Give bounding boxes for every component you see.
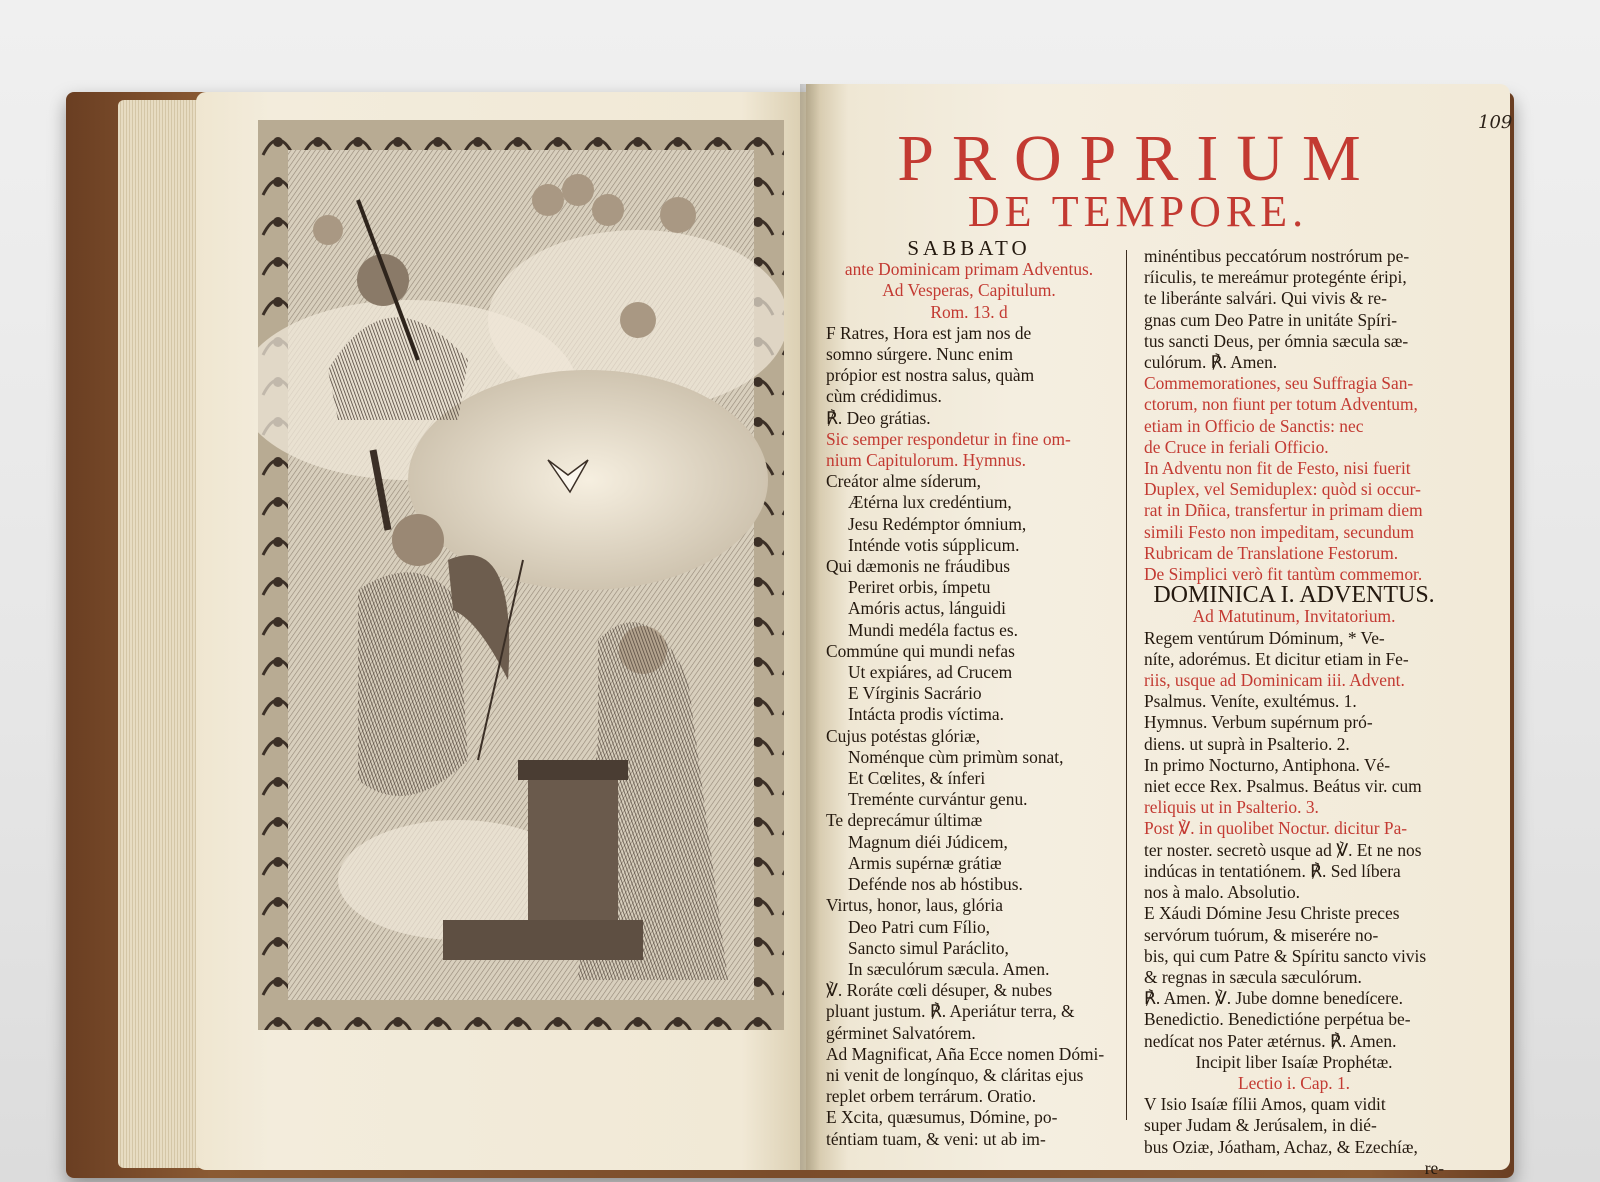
text-line: Sancto simul Paráclito, [848, 937, 1009, 958]
text-line: rat in Dñica, transfertur in primam diem [1144, 500, 1423, 521]
text-line: nium Capitulorum. Hymnus. [826, 450, 1026, 471]
text-line: ℣. Roráte cœli désuper, & nubes [826, 980, 1053, 1001]
text-line: Magnum diéi Júdicem, [848, 831, 1008, 852]
text-line: cùm crédidimus. [826, 386, 942, 407]
text-line: Jesu Redémptor ómnium, [848, 513, 1027, 534]
text-line: Post ℣. in quolibet Noctur. dicitur Pa- [1144, 818, 1408, 839]
text-line: etiam in Officio de Sanctis: nec [1144, 415, 1364, 436]
text-line: niet ecce Rex. Psalmus. Beátus vir. cum [1144, 776, 1422, 797]
text-line: Periret orbis, ímpetu [848, 577, 991, 598]
text-line: gérminet Salvatórem. [826, 1022, 976, 1043]
text-line: E Vírginis Sacrário [848, 683, 982, 704]
text-line: ni venit de longínquo, & cláritas ejus [826, 1064, 1084, 1085]
text-line: ríiculis, te mereámur protegénte éripi, [1144, 267, 1407, 288]
text-column-right [1144, 246, 1444, 1179]
text-line: E Xáudi Dómine Jesu Christe preces [1144, 903, 1400, 924]
text-line: Benedictio. Benedictióne perpétua be- [1144, 1009, 1411, 1030]
text-line: ctorum, non fiunt per totum Adventum, [1144, 394, 1418, 415]
text-line: In primo Nocturno, Antiphona. Vé- [1144, 754, 1391, 775]
text-line: De Simplici verò fit tantùm commemor. [1144, 564, 1423, 585]
text-line: Rom. 13. d [930, 301, 1008, 322]
text-line: Lectio i. Cap. 1. [1237, 1072, 1351, 1093]
text-line: SABBATO [907, 238, 1031, 260]
text-line: F Ratres, Hora est jam nos de [826, 322, 1032, 343]
text-line: Mundi medéla factus es. [848, 619, 1018, 640]
text-line: Intácta prodis víctima. [848, 704, 1004, 725]
text-line: téntiam tuam, & veni: ut ab im- [826, 1128, 1046, 1149]
text-line: Te deprecámur últimæ [826, 810, 983, 831]
text-line: Psalmus. Veníte, exultémus. 1. [1144, 691, 1357, 712]
column-rule [1126, 250, 1127, 1120]
annunciation-engraving [258, 120, 784, 1030]
text-line: bis, qui cum Patre & Spíritu sancto vivis [1144, 945, 1427, 966]
text-line: pluant justum. ℟. Aperiátur terra, & [826, 1001, 1075, 1022]
text-line: Treménte curvántur genu. [848, 789, 1028, 810]
text-line: ter noster. secretò usque ad ℣. Et ne nos [1144, 839, 1422, 860]
text-line: nos à malo. Absolutio. [1144, 882, 1301, 903]
page-title: PROPRIUM [897, 122, 1379, 195]
text-line: Sic semper respondetur in fine om- [826, 428, 1071, 449]
page-subtitle: DE TEMPORE. [967, 187, 1309, 236]
text-line: simili Festo non impeditam, secundum [1144, 521, 1415, 542]
text-line: reliquis ut in Psalterio. 3. [1144, 797, 1319, 818]
text-line: nedícat nos Pater ætérnus. ℟. Amen. [1144, 1030, 1397, 1051]
text-line: te liberánte salvári. Qui vivis & re- [1144, 288, 1387, 309]
text-line: Et Cœlites, & ínferi [848, 768, 986, 789]
text-line: & regnas in sæcula sæculórum. [1144, 966, 1362, 987]
text-line: somno súrgere. Nunc enim [826, 344, 1014, 365]
text-line: ℟. Deo grátias. [826, 407, 931, 428]
text-line: Inténde votis súpplicum. [848, 534, 1020, 555]
text-line: In Adventu non fit de Festo, nisi fuerit [1144, 458, 1411, 479]
text-line: riis, usque ad Dominicam iii. Advent. [1144, 670, 1405, 691]
text-line: de Cruce in feriali Officio. [1144, 436, 1329, 457]
text-line: Commemorationes, seu Suffragia San- [1144, 373, 1414, 394]
text-line: Ætérna lux credéntium, [848, 492, 1012, 513]
text-line: Virtus, honor, laus, glória [826, 895, 1003, 916]
text-line: Commúne qui mundi nefas [826, 640, 1015, 661]
text-line: indúcas in tentatiónem. ℟. Sed líbera [1144, 860, 1401, 881]
text-line: culórum. ℟. Amen. [1144, 352, 1278, 373]
text-line: replet orbem terrárum. Oratio. [826, 1086, 1037, 1107]
text-line: Incipit liber Isaíæ Prophétæ. [1195, 1051, 1393, 1072]
text-line: Duplex, vel Semiduplex: quòd si occur- [1144, 479, 1421, 500]
text-line: bus Oziæ, Jóatham, Achaz, & Ezechíæ, [1144, 1136, 1418, 1157]
text-line: própior est nostra salus, quàm [826, 365, 1035, 386]
text-line: Cujus potéstas glóriæ, [826, 725, 981, 746]
text-line: tus sancti Deus, per ómnia sæcula sæ- [1144, 330, 1409, 351]
text-line: minéntibus peccatórum nostrórum pe- [1144, 246, 1410, 266]
text-line: Noménque cùm primùm sonat, [848, 746, 1064, 767]
text-line: Ad Vesperas, Capitulum. [882, 280, 1056, 301]
text-line: Regem ventúrum Dóminum, * Ve- [1144, 627, 1385, 648]
text-line: Ut expiáres, ad Crucem [848, 662, 1013, 683]
text-line: Hymnus. Verbum supérnum pró- [1144, 712, 1373, 733]
text-line: servórum tuórum, & miserére no- [1144, 924, 1379, 945]
text-line: DOMINICA I. ADVENTUS. [1153, 585, 1435, 607]
text-line: Amóris actus, lánguidi [848, 598, 1006, 619]
text-line: ante Dominicam primam Adventus. [844, 259, 1094, 280]
text-line: E Xcita, quæsumus, Dómine, po- [826, 1107, 1058, 1128]
page-number: 109 [1478, 112, 1513, 133]
text-line: Deo Patri cum Fílio, [848, 916, 991, 937]
text-line: super Judam & Jerúsalem, in dié- [1144, 1115, 1377, 1136]
text-line: ℟. Amen. ℣. Jube domne benedícere. [1144, 988, 1403, 1009]
text-line: Creátor alme síderum, [826, 471, 982, 492]
text-line: V Isio Isaíæ fílii Amos, quam vidit [1144, 1094, 1386, 1115]
text-column-left [826, 238, 1112, 1150]
text-line: Ad Matutinum, Invitatorium. [1192, 606, 1396, 627]
text-line: diens. ut suprà in Psalterio. 2. [1144, 733, 1350, 754]
text-line: Qui dæmonis ne fráudibus [826, 556, 1011, 577]
text-line: re- [1424, 1157, 1444, 1178]
text-line: Ad Magnificat, Aña Ecce nomen Dómi- [826, 1043, 1105, 1064]
book-gutter [800, 84, 820, 1170]
text-line: In sæculórum sæcula. Amen. [848, 958, 1050, 979]
text-line: Armis supérnæ grátiæ [848, 852, 1002, 873]
text-line: Rubricam de Translatione Festorum. [1144, 542, 1399, 563]
text-line: Defénde nos ab hóstibus. [848, 874, 1023, 895]
text-line: gnas cum Deo Patre in unitáte Spíri- [1144, 309, 1398, 330]
text-line: níte, adorémus. Et dicitur etiam in Fe- [1144, 648, 1409, 669]
